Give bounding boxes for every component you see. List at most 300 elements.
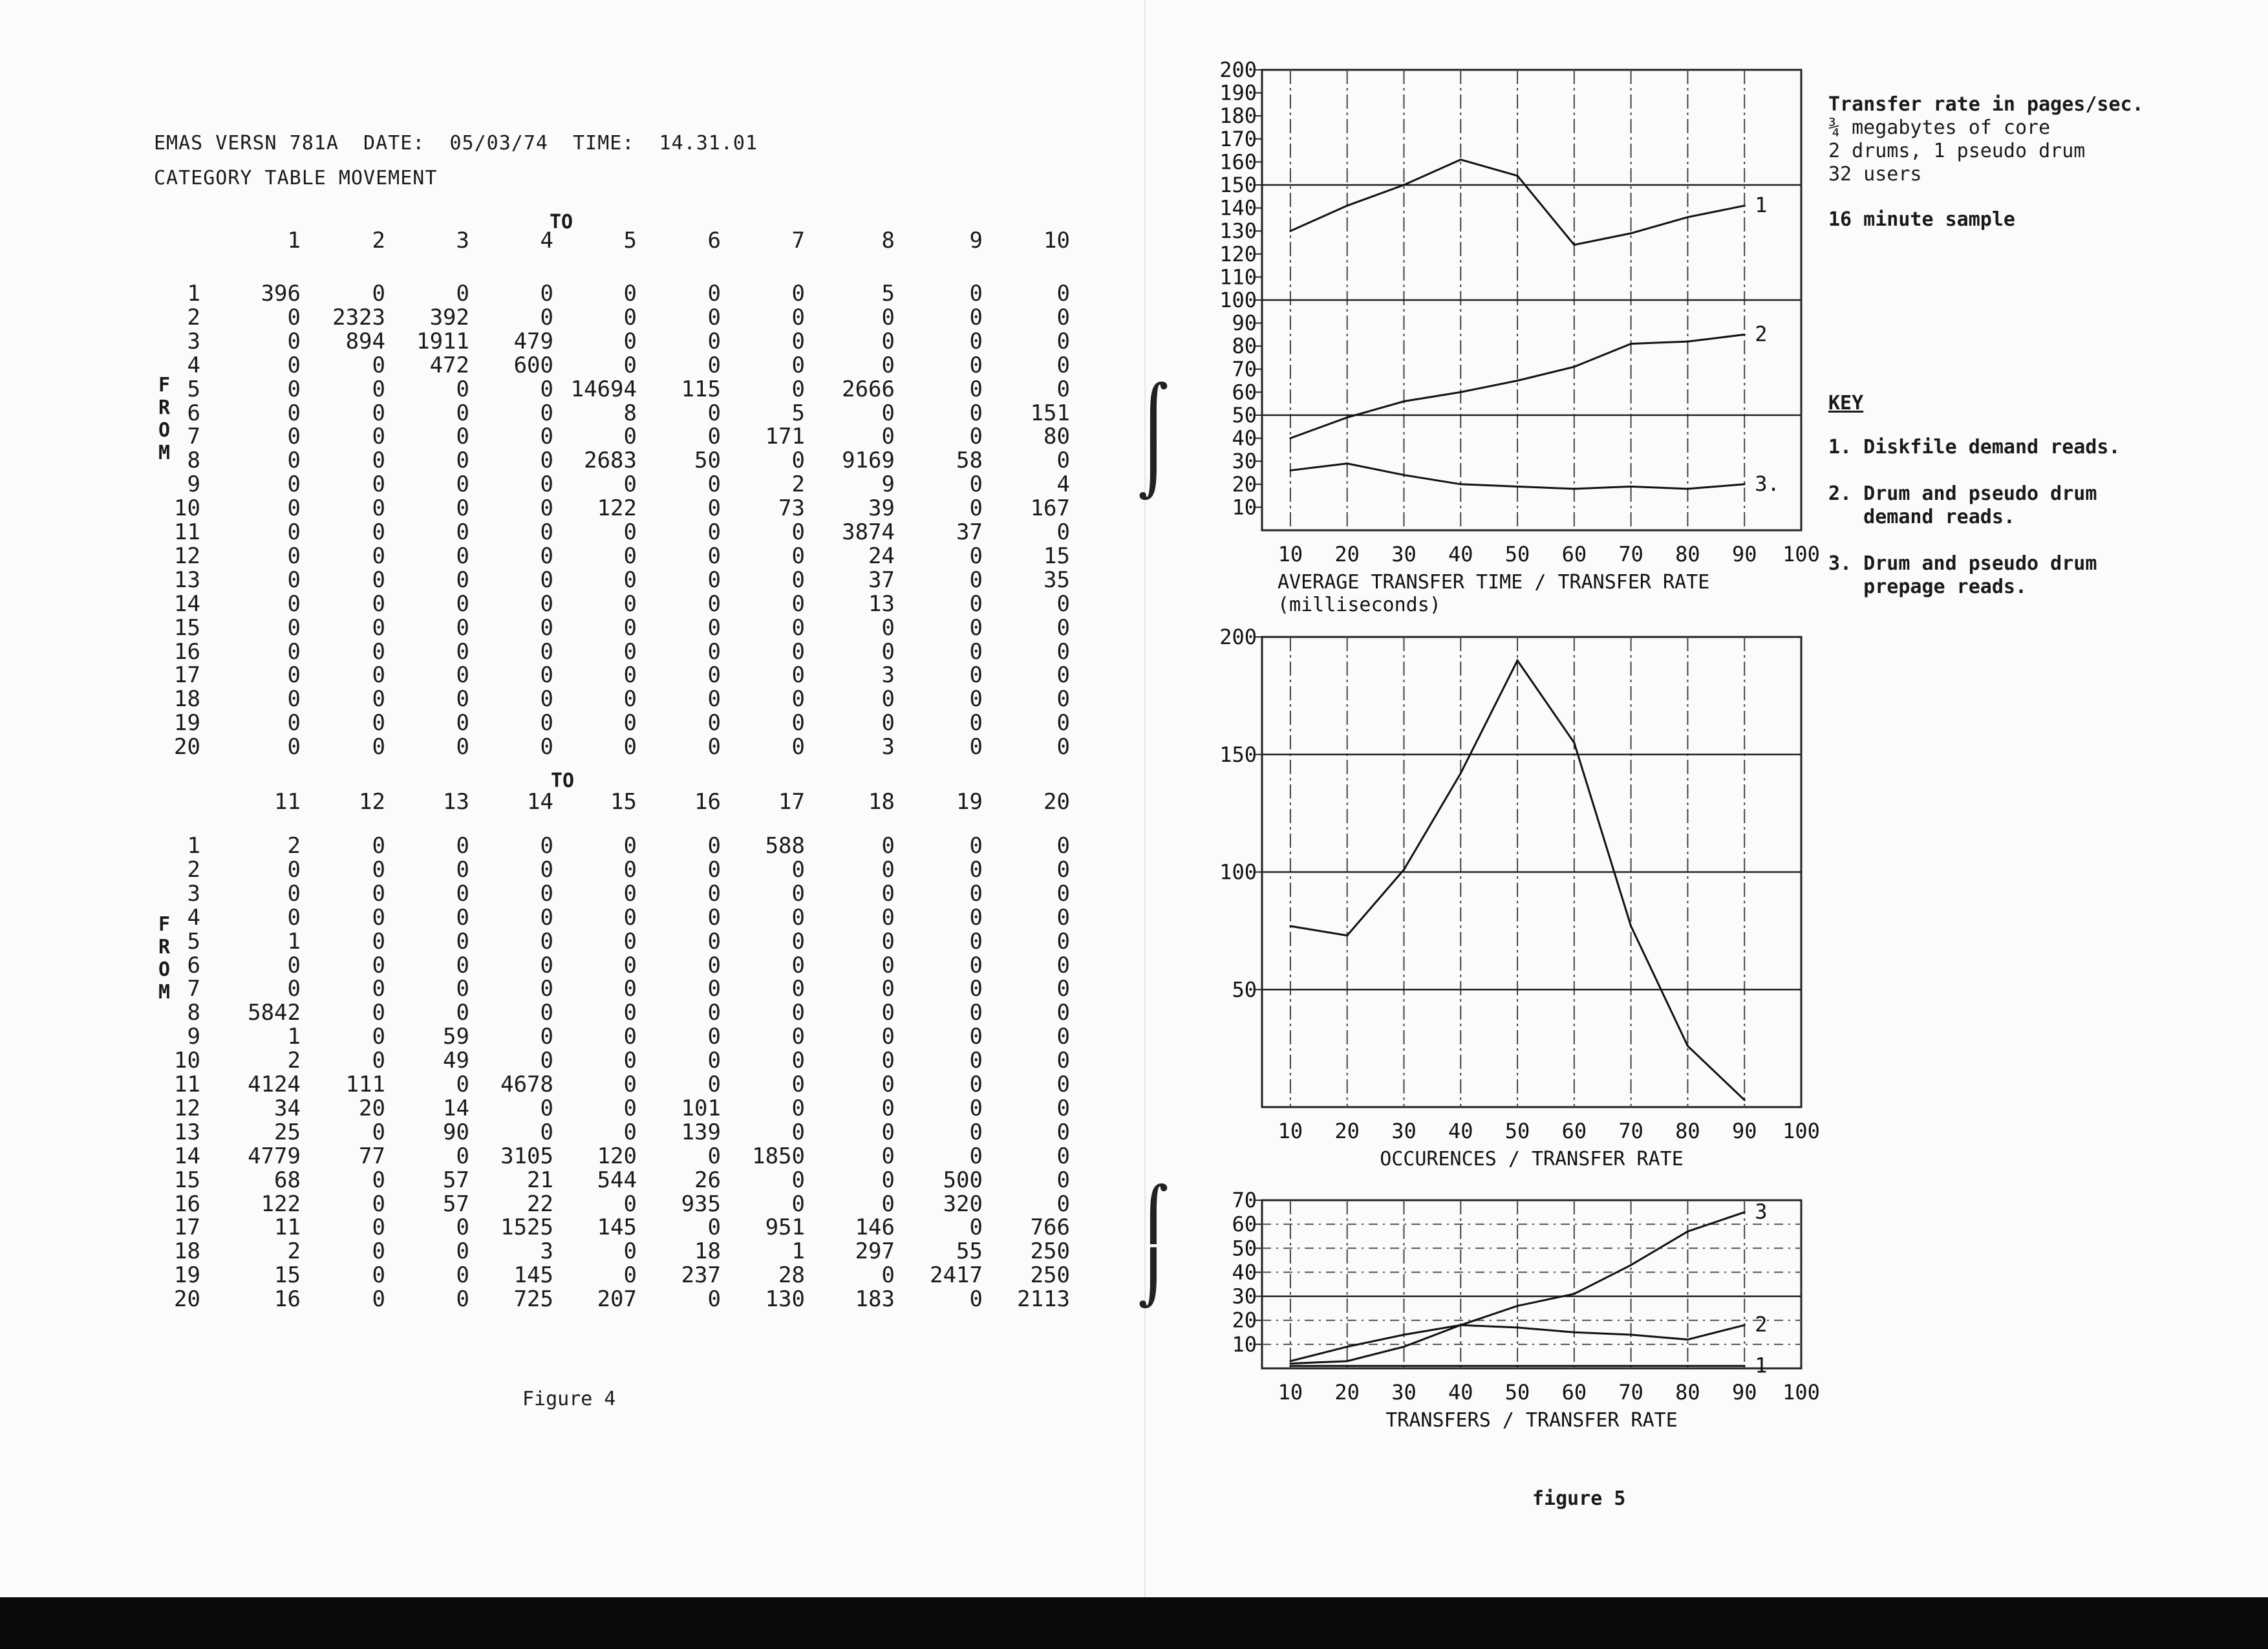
margin-bracket-mark: ⌡: [1138, 1248, 1170, 1308]
table-cell: 0: [1056, 352, 1070, 378]
table-cell: 34: [274, 1095, 301, 1121]
table-cell: 122: [261, 1191, 301, 1217]
series-label: 2: [1755, 321, 1768, 347]
table-cell: 0: [1056, 1167, 1070, 1193]
table-cell: 0: [1056, 519, 1070, 545]
chart-avg-transfer-time: [1219, 58, 1820, 616]
table-cell: 0: [969, 543, 983, 569]
data-point: [1289, 469, 1291, 471]
data-point: [1517, 380, 1519, 382]
row-label: 7: [187, 424, 200, 450]
table-cell: 1911: [416, 328, 469, 354]
x-tick-label: 100: [1782, 542, 1820, 566]
table-cell: 0: [881, 976, 895, 1002]
from-letter-f-top: F: [158, 374, 171, 396]
table-cell: 0: [969, 304, 983, 330]
table-cell: 151: [1030, 400, 1070, 426]
table-cell: 15: [1043, 543, 1070, 569]
table-cell: 0: [1056, 1048, 1070, 1074]
table-cell: 544: [597, 1167, 637, 1193]
table-cell: 0: [969, 662, 983, 689]
table-cell: 0: [372, 880, 385, 907]
y-tick-label: 50: [1232, 977, 1257, 1002]
table-cell: 0: [1056, 1191, 1070, 1217]
table-cell: 0: [372, 1214, 385, 1241]
table-cell: 0: [1056, 1095, 1070, 1121]
table-cell: 0: [372, 1262, 385, 1289]
row-label: 1: [187, 281, 200, 307]
row-label: 16: [174, 638, 200, 665]
key-item-2: 2. Drum and pseudo drum: [1828, 482, 2097, 505]
table-cell: 1850: [752, 1143, 805, 1169]
data-point: [1346, 1346, 1348, 1348]
table-cell: 0: [287, 471, 301, 498]
table-cell: 0: [287, 495, 301, 522]
table-cell: 0: [969, 328, 983, 354]
table-cell: 0: [791, 638, 805, 665]
y-tick-label: 40: [1232, 426, 1257, 451]
column-header: 12: [359, 789, 385, 815]
table-cell: 3: [881, 734, 895, 760]
data-point: [1687, 1365, 1689, 1367]
table-cell: 50: [694, 447, 721, 474]
row-label: 14: [174, 590, 200, 617]
table-cell: 0: [623, 328, 637, 354]
column-header: 13: [443, 789, 469, 815]
table-cell: 0: [1056, 734, 1070, 760]
table-cell: 8: [623, 400, 637, 426]
column-header: 3: [456, 228, 469, 253]
table-cell: 0: [456, 281, 469, 307]
table-cell: 0: [881, 1167, 895, 1193]
table-cell: 115: [681, 376, 721, 402]
table-cell: 0: [540, 281, 553, 307]
info-line-transfer-rate: Transfer rate in pages/sec.: [1828, 93, 2144, 116]
table-cell: 0: [707, 566, 721, 593]
row-label: 17: [174, 662, 200, 689]
table-cell: 0: [1056, 614, 1070, 641]
figure-4-caption: Figure 4: [522, 1388, 616, 1410]
table-cell: 0: [881, 928, 895, 954]
table-cell: 0: [707, 543, 721, 569]
table-cell: 0: [540, 662, 553, 689]
table-cell: 0: [456, 566, 469, 593]
table-cell: 1: [287, 1024, 301, 1050]
table-cell: 14: [443, 1095, 469, 1121]
table-cell: 0: [540, 880, 553, 907]
table-cell: 0: [881, 1048, 895, 1074]
x-tick-label: 30: [1391, 1119, 1417, 1143]
table-cell: 0: [540, 376, 553, 402]
table-cell: 0: [287, 686, 301, 713]
data-point: [1744, 205, 1746, 207]
table-cell: 0: [969, 1072, 983, 1097]
from-letter-m-top: M: [158, 442, 171, 464]
table-cell: 0: [791, 734, 805, 760]
table-cell: 0: [969, 590, 983, 617]
data-point: [1687, 341, 1689, 343]
row-label: 17: [174, 1214, 200, 1241]
row-label: 9: [187, 471, 200, 498]
table-cell: 0: [456, 519, 469, 545]
table-cell: 0: [540, 471, 553, 498]
table-cell: 0: [881, 1119, 895, 1145]
table-cell: 0: [456, 1000, 469, 1026]
table-cell: 392: [429, 304, 469, 330]
table-cell: 111: [345, 1072, 385, 1097]
table-cell: 0: [372, 638, 385, 665]
table-cell: 2: [791, 471, 805, 498]
table-cell: 0: [623, 1119, 637, 1145]
y-tick-label: 30: [1232, 1284, 1257, 1309]
column-header: 18: [868, 789, 895, 815]
table-cell: 0: [287, 976, 301, 1002]
table-cell: 0: [540, 519, 553, 545]
table-cell: 0: [881, 1000, 895, 1026]
row-label: 14: [174, 1143, 200, 1169]
table-cell: 0: [707, 1286, 721, 1313]
row-label: 11: [174, 1072, 200, 1097]
table-cell: 0: [1056, 1024, 1070, 1050]
table-cell: 0: [1056, 328, 1070, 354]
table-cell: 0: [623, 281, 637, 307]
table-cell: 0: [881, 1191, 895, 1217]
table-cell: 0: [540, 304, 553, 330]
table-cell: 396: [261, 281, 301, 307]
table-cell: 0: [456, 856, 469, 883]
table-cell: 0: [456, 1262, 469, 1289]
x-axis-title-line-2: (milliseconds): [1278, 594, 1441, 616]
table-cell: 0: [456, 1072, 469, 1097]
table-cell: 0: [623, 928, 637, 954]
table-cell: 0: [969, 424, 983, 450]
table-cell: 122: [597, 495, 637, 522]
table-cell: 55: [956, 1238, 983, 1265]
table-cell: 600: [513, 352, 553, 378]
table-cell: 0: [881, 952, 895, 978]
column-header: 16: [694, 789, 721, 815]
table-cell: 0: [707, 662, 721, 689]
table-cell: 90: [443, 1119, 469, 1145]
table-cell: 0: [707, 1000, 721, 1026]
table-cell: 0: [969, 1286, 983, 1313]
table-cell: 0: [969, 566, 983, 593]
table-cell: 20: [359, 1095, 385, 1121]
column-header: 19: [956, 789, 983, 815]
table-cell: 0: [707, 471, 721, 498]
table-cell: 0: [707, 352, 721, 378]
table-cell: 0: [623, 976, 637, 1002]
data-point: [1517, 486, 1519, 488]
table-cell: 0: [791, 952, 805, 978]
key-item-3: 3. Drum and pseudo drum: [1828, 552, 2097, 575]
y-tick-label: 150: [1219, 173, 1257, 197]
x-tick-label: 10: [1278, 1380, 1303, 1405]
table-cell: 0: [969, 376, 983, 402]
table-cell: 0: [287, 614, 301, 641]
table-cell: 0: [1056, 686, 1070, 713]
data-point: [1460, 1365, 1462, 1367]
table-cell: 0: [623, 662, 637, 689]
data-point: [1573, 366, 1575, 368]
table-cell: 0: [1056, 662, 1070, 689]
row-label: 15: [174, 1167, 200, 1193]
data-point: [1744, 483, 1746, 485]
table-cell: 0: [969, 952, 983, 978]
table-cell: 0: [1056, 304, 1070, 330]
table-cell: 0: [969, 734, 983, 760]
row-label: 2: [187, 856, 200, 883]
data-point: [1630, 343, 1632, 345]
table-cell: 0: [372, 400, 385, 426]
data-point: [1630, 925, 1632, 927]
table-cell: 0: [540, 543, 553, 569]
table-cell: 0: [1056, 590, 1070, 617]
table-cell: 0: [881, 880, 895, 907]
table-cell: 0: [881, 328, 895, 354]
data-point: [1687, 1339, 1689, 1341]
table-cell: 0: [287, 400, 301, 426]
table-cell: 57: [443, 1167, 469, 1193]
table-cell: 0: [456, 734, 469, 760]
table-cell: 37: [956, 519, 983, 545]
x-tick-label: 90: [1731, 542, 1757, 566]
table-cell: 18: [694, 1238, 721, 1265]
table-cell: 0: [969, 1143, 983, 1169]
table-cell: 145: [513, 1262, 553, 1289]
row-label: 18: [174, 1238, 200, 1265]
table-cell: 0: [623, 833, 637, 859]
y-tick-label: 110: [1219, 264, 1257, 290]
x-tick-label: 40: [1448, 1119, 1473, 1143]
plot-frame: [1262, 1200, 1801, 1368]
x-tick-label: 10: [1278, 1119, 1303, 1143]
row-label: 13: [174, 1119, 200, 1145]
data-point: [1289, 1360, 1291, 1362]
table-cell: 0: [456, 710, 469, 737]
table-cell: 0: [372, 976, 385, 1002]
table-cell: 0: [881, 304, 895, 330]
table-cell: 0: [791, 376, 805, 402]
y-tick-label: 190: [1219, 80, 1257, 105]
table-cell: 0: [791, 1048, 805, 1074]
table-cell: 0: [969, 638, 983, 665]
y-tick-label: 200: [1219, 58, 1257, 82]
data-point: [1630, 486, 1632, 488]
table-cell: 0: [287, 566, 301, 593]
column-header: 6: [707, 228, 721, 253]
y-tick-label: 150: [1219, 742, 1257, 767]
table-cell: 11: [274, 1214, 301, 1241]
table-cell: 0: [456, 662, 469, 689]
table-cell: 0: [969, 928, 983, 954]
table-cell: 0: [707, 1143, 721, 1169]
table-cell: 0: [707, 833, 721, 859]
x-tick-label: 60: [1561, 1119, 1587, 1143]
table-cell: 22: [527, 1191, 553, 1217]
table-cell: 0: [881, 1072, 895, 1097]
column-header: 9: [969, 228, 983, 253]
table-cell: 0: [540, 424, 553, 450]
row-label: 19: [174, 710, 200, 737]
column-header: 20: [1043, 789, 1070, 815]
table-cell: 0: [623, 1000, 637, 1026]
table-cell: 725: [513, 1286, 553, 1313]
table-cell: 0: [456, 976, 469, 1002]
table-cell: 0: [881, 1024, 895, 1050]
table-cell: 9: [881, 471, 895, 498]
table-cell: 0: [791, 566, 805, 593]
key-title: KEY: [1828, 392, 1864, 415]
data-point: [1346, 416, 1348, 418]
table-cell: 0: [791, 1167, 805, 1193]
table-cell: 0: [456, 447, 469, 474]
table-cell: 21: [527, 1167, 553, 1193]
table-cell: 0: [881, 1095, 895, 1121]
key-item-2-cont: demand reads.: [1828, 506, 2015, 528]
data-point: [1517, 175, 1519, 177]
table-cell: 0: [969, 710, 983, 737]
table-cell: 0: [791, 328, 805, 354]
table-cell: 0: [540, 833, 553, 859]
table-cell: 80: [1043, 424, 1070, 450]
table-cell: 4: [1056, 471, 1070, 498]
table-cell: 0: [1056, 1143, 1070, 1169]
y-tick-label: 170: [1219, 126, 1257, 151]
table-cell: 0: [372, 1286, 385, 1313]
table-cell: 0: [372, 1238, 385, 1265]
table-cell: 0: [372, 352, 385, 378]
table-cell: 0: [791, 352, 805, 378]
table-cell: 0: [881, 1143, 895, 1169]
table-cell: 49: [443, 1048, 469, 1074]
table-cell: 0: [372, 833, 385, 859]
column-header: 10: [1043, 228, 1070, 253]
table-cell: 0: [791, 304, 805, 330]
table-cell: 0: [791, 614, 805, 641]
y-tick-label: 70: [1232, 1188, 1257, 1212]
table-cell: 0: [969, 1214, 983, 1241]
table-cell: 0: [287, 856, 301, 883]
table-cell: 0: [372, 566, 385, 593]
table-cell: 0: [707, 638, 721, 665]
table-cell: 0: [707, 328, 721, 354]
table-cell: 2113: [1017, 1286, 1070, 1313]
table-cell: 0: [623, 734, 637, 760]
table-cell: 37: [868, 566, 895, 593]
table-cell: 2: [287, 1048, 301, 1074]
table-cell: 0: [1056, 976, 1070, 1002]
y-tick-label: 70: [1232, 356, 1257, 382]
table-cell: 0: [456, 952, 469, 978]
table-cell: 0: [623, 904, 637, 931]
x-tick-label: 20: [1334, 1119, 1360, 1143]
table-cell: 0: [1056, 1000, 1070, 1026]
table-cell: 58: [956, 447, 983, 474]
x-tick-label: 80: [1675, 1119, 1700, 1143]
table-cell: 0: [1056, 856, 1070, 883]
y-tick-label: 10: [1232, 1331, 1257, 1357]
table-cell: 101: [681, 1095, 721, 1121]
column-header: 1: [287, 228, 301, 253]
y-tick-label: 10: [1232, 495, 1257, 520]
data-point: [1346, 1360, 1348, 1362]
table-cell: 0: [707, 1048, 721, 1074]
x-tick-label: 70: [1618, 542, 1643, 566]
data-point: [1460, 391, 1462, 393]
column-header: 7: [791, 228, 805, 253]
table-cell: 0: [969, 833, 983, 859]
table-cell: 77: [359, 1143, 385, 1169]
table-cell: 0: [1056, 447, 1070, 474]
data-point: [1460, 483, 1462, 485]
table-cell: 0: [287, 328, 301, 354]
table-cell: 0: [1056, 710, 1070, 737]
table-cell: 766: [1030, 1214, 1070, 1241]
table-cell: 0: [791, 281, 805, 307]
y-tick-label: 50: [1232, 1236, 1257, 1261]
table-cell: 0: [540, 400, 553, 426]
row-label: 10: [174, 1048, 200, 1074]
table-cell: 0: [623, 1095, 637, 1121]
data-point: [1289, 1365, 1291, 1367]
table-cell: 0: [456, 638, 469, 665]
data-point: [1744, 1099, 1746, 1101]
table-cell: 0: [623, 352, 637, 378]
y-tick-label: 50: [1232, 403, 1257, 427]
x-tick-label: 20: [1334, 542, 1360, 566]
table-cell: 0: [791, 1000, 805, 1026]
table-cell: 0: [791, 976, 805, 1002]
column-header: 5: [623, 228, 637, 253]
margin-bracket-mark: ⌠: [1138, 382, 1170, 442]
table-cell: 0: [623, 638, 637, 665]
row-label: 15: [174, 614, 200, 641]
row-label: 19: [174, 1262, 200, 1289]
row-label: 5: [187, 376, 200, 402]
table-cell: 0: [707, 495, 721, 522]
row-label: 20: [174, 1286, 200, 1313]
table-cell: 0: [540, 566, 553, 593]
data-point: [1403, 1334, 1405, 1336]
data-point: [1630, 1334, 1632, 1336]
table-cell: 0: [456, 686, 469, 713]
table-cell: 0: [1056, 376, 1070, 402]
table-cell: 479: [513, 328, 553, 354]
x-tick-label: 30: [1391, 1380, 1417, 1405]
table-cell: 0: [707, 952, 721, 978]
table-cell: 9169: [842, 447, 895, 474]
series-label: 3.: [1755, 471, 1780, 496]
table-cell: 0: [372, 662, 385, 689]
table-cell: 4678: [500, 1072, 553, 1097]
data-point: [1517, 1305, 1519, 1307]
data-point: [1573, 488, 1575, 490]
table-cell: 0: [969, 880, 983, 907]
data-point: [1687, 1045, 1689, 1047]
from-letter-r-bottom: R: [158, 936, 171, 958]
table-cell: 183: [855, 1286, 895, 1313]
table-cell: 0: [791, 1024, 805, 1050]
table-cell: 0: [707, 424, 721, 450]
table-cell: 5842: [248, 1000, 301, 1026]
row-label: 8: [187, 447, 200, 474]
table-cell: 0: [623, 1048, 637, 1074]
row-label: 1: [187, 833, 200, 859]
table-cell: 0: [456, 400, 469, 426]
table-cell: 0: [791, 1095, 805, 1121]
data-point: [1573, 244, 1575, 246]
